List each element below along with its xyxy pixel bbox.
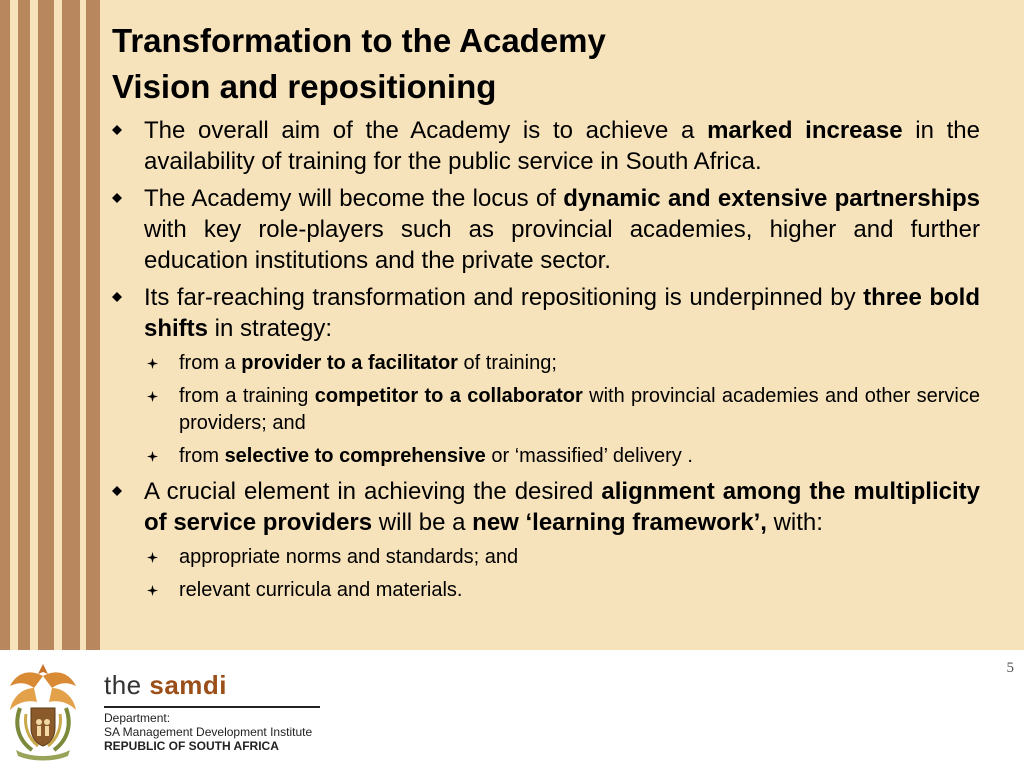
sub-bullet-bold-text: competitor to a collaborator [314, 385, 583, 407]
decorative-stripe [62, 0, 80, 650]
sub-bullet-item [112, 350, 980, 377]
diamond-icon [112, 292, 122, 302]
sub-bullet-bold-text: selective to comprehensive [224, 445, 486, 467]
bullet-bold-text: alignment among the multiplicity of service providers [144, 478, 980, 536]
sub-bullet-item [112, 383, 980, 437]
department-label: Department: [104, 711, 171, 725]
title-line-2: Vision and repositioning [112, 68, 497, 105]
bullet-text: with key role-players such as provincial academies, higher and further education institutions and the private sector. [144, 216, 980, 274]
bullet-text: The overall aim of the Academy is to achieve a [144, 117, 708, 144]
bullet-bold-text: three bold shifts [144, 284, 981, 342]
slide-title [112, 18, 606, 110]
sub-bullet-bold-text: provider to a facilitator [241, 352, 458, 374]
decorative-stripe [18, 0, 30, 650]
four-point-diamond-icon [147, 552, 158, 563]
decorative-stripe [0, 0, 10, 650]
sub-bullet-text: from [179, 445, 225, 467]
sub-bullet-text: from a training [179, 385, 315, 407]
page-number: 5 [1006, 660, 1014, 676]
diamond-icon [112, 486, 122, 496]
four-point-diamond-icon [147, 358, 158, 369]
sub-bullet-text: of training; [457, 352, 557, 374]
sub-bullet-text: with provincial academies and other service providers; and [179, 385, 980, 434]
sub-bullet-item [112, 577, 980, 604]
logo-samdi: samdi [149, 670, 228, 700]
sub-bullet-text: or ‘massified’ delivery . [485, 445, 693, 467]
diamond-icon [112, 193, 122, 203]
bullet-text: A crucial element in achieving the desired [144, 478, 602, 505]
samdi-logo [104, 670, 227, 701]
sub-bullet-item [112, 443, 980, 470]
logo-the: the [104, 670, 150, 700]
bullet-text: will be a [372, 509, 473, 536]
department-info [104, 711, 312, 753]
bullet-item [112, 115, 980, 177]
bullet-text: in strategy: [208, 315, 333, 342]
bullet-item [112, 183, 980, 276]
four-point-diamond-icon [147, 585, 158, 596]
slide-content [112, 115, 980, 610]
sub-bullet-text: relevant curricula and materials. [179, 579, 463, 601]
four-point-diamond-icon [147, 391, 158, 402]
decorative-stripe [38, 0, 54, 650]
bullet-bold-text: new ‘learning framework’, [472, 509, 767, 536]
bullet-text: with: [766, 509, 823, 536]
bullet-text: The Academy will become the locus of [144, 185, 564, 212]
title-line-1: Transformation to the Academy [112, 22, 606, 59]
coat-of-arms-icon [4, 658, 82, 762]
country-name: REPUBLIC OF SOUTH AFRICA [104, 739, 279, 753]
decorative-stripe [86, 0, 100, 650]
logo-divider [104, 706, 320, 708]
sub-bullet-text: from a [179, 352, 242, 374]
diamond-icon [112, 125, 122, 135]
bullet-text: Its far-reaching transformation and repositioning is underpinned by [144, 284, 864, 311]
bullet-text: in the availability of training for the public service in South Africa. [144, 117, 980, 175]
four-point-diamond-icon [147, 451, 158, 462]
bullet-item [112, 476, 980, 538]
bullet-bold-text: marked increase [707, 117, 903, 144]
bullet-item [112, 282, 980, 344]
institute-name: SA Management Development Institute [104, 725, 313, 739]
bullet-bold-text: dynamic and extensive partnerships [563, 185, 980, 212]
sub-bullet-text: appropriate norms and standards; and [179, 546, 519, 568]
sub-bullet-item [112, 544, 980, 571]
